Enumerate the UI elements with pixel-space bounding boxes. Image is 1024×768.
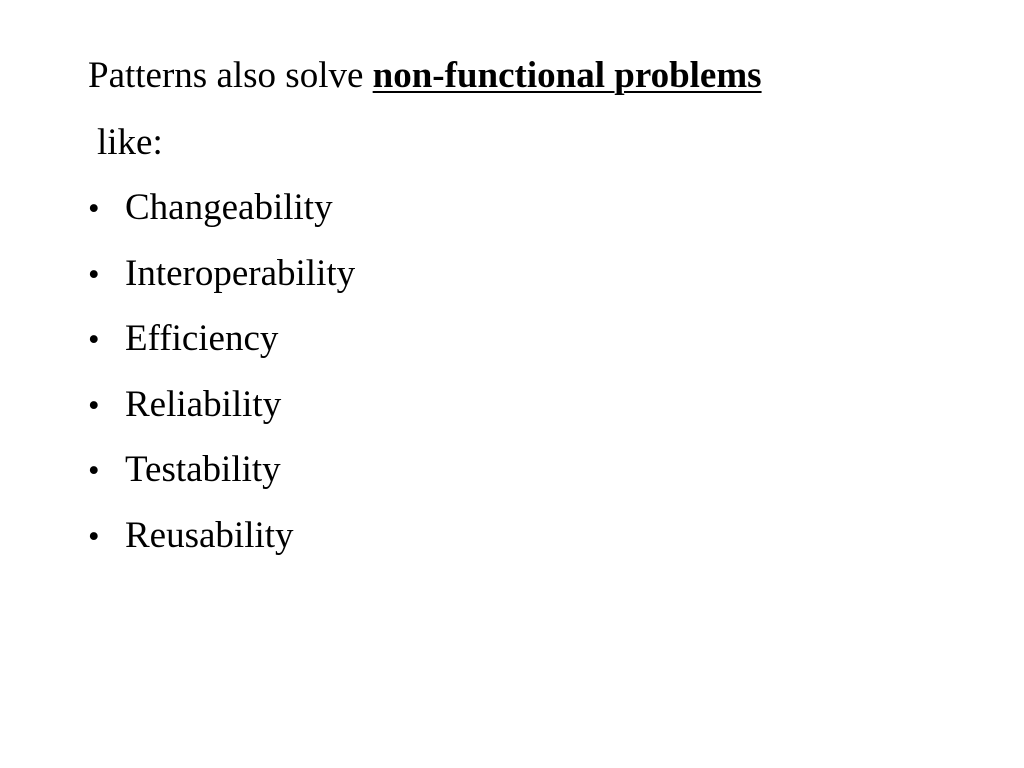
intro-line <box>88 52 762 100</box>
list-item <box>88 315 355 381</box>
list-item <box>88 512 355 578</box>
list-item-label: Interoperability <box>125 252 356 294</box>
intro-emphasis: non-functional problems <box>372 55 762 96</box>
list-item-label: Reliability <box>125 383 282 425</box>
intro-continuation: like: <box>97 122 163 163</box>
list-item-label: Changeability <box>125 187 333 228</box>
bullet-icon: • <box>88 322 100 358</box>
list-item-label: Testability <box>125 449 281 490</box>
list-item <box>88 446 355 512</box>
list-item <box>88 250 355 316</box>
list-item-label: Reusability <box>125 514 294 556</box>
bullet-icon: • <box>88 387 100 424</box>
list-item <box>88 184 355 250</box>
list-item <box>88 381 355 447</box>
bullet-icon: • <box>88 453 100 489</box>
bullet-icon: • <box>88 518 100 555</box>
bullet-icon: • <box>88 191 100 227</box>
intro-lead: Patterns also solve <box>88 55 373 96</box>
list-item-label: Efficiency <box>125 318 279 359</box>
bullet-icon: • <box>88 256 100 293</box>
bullet-list <box>88 184 355 577</box>
